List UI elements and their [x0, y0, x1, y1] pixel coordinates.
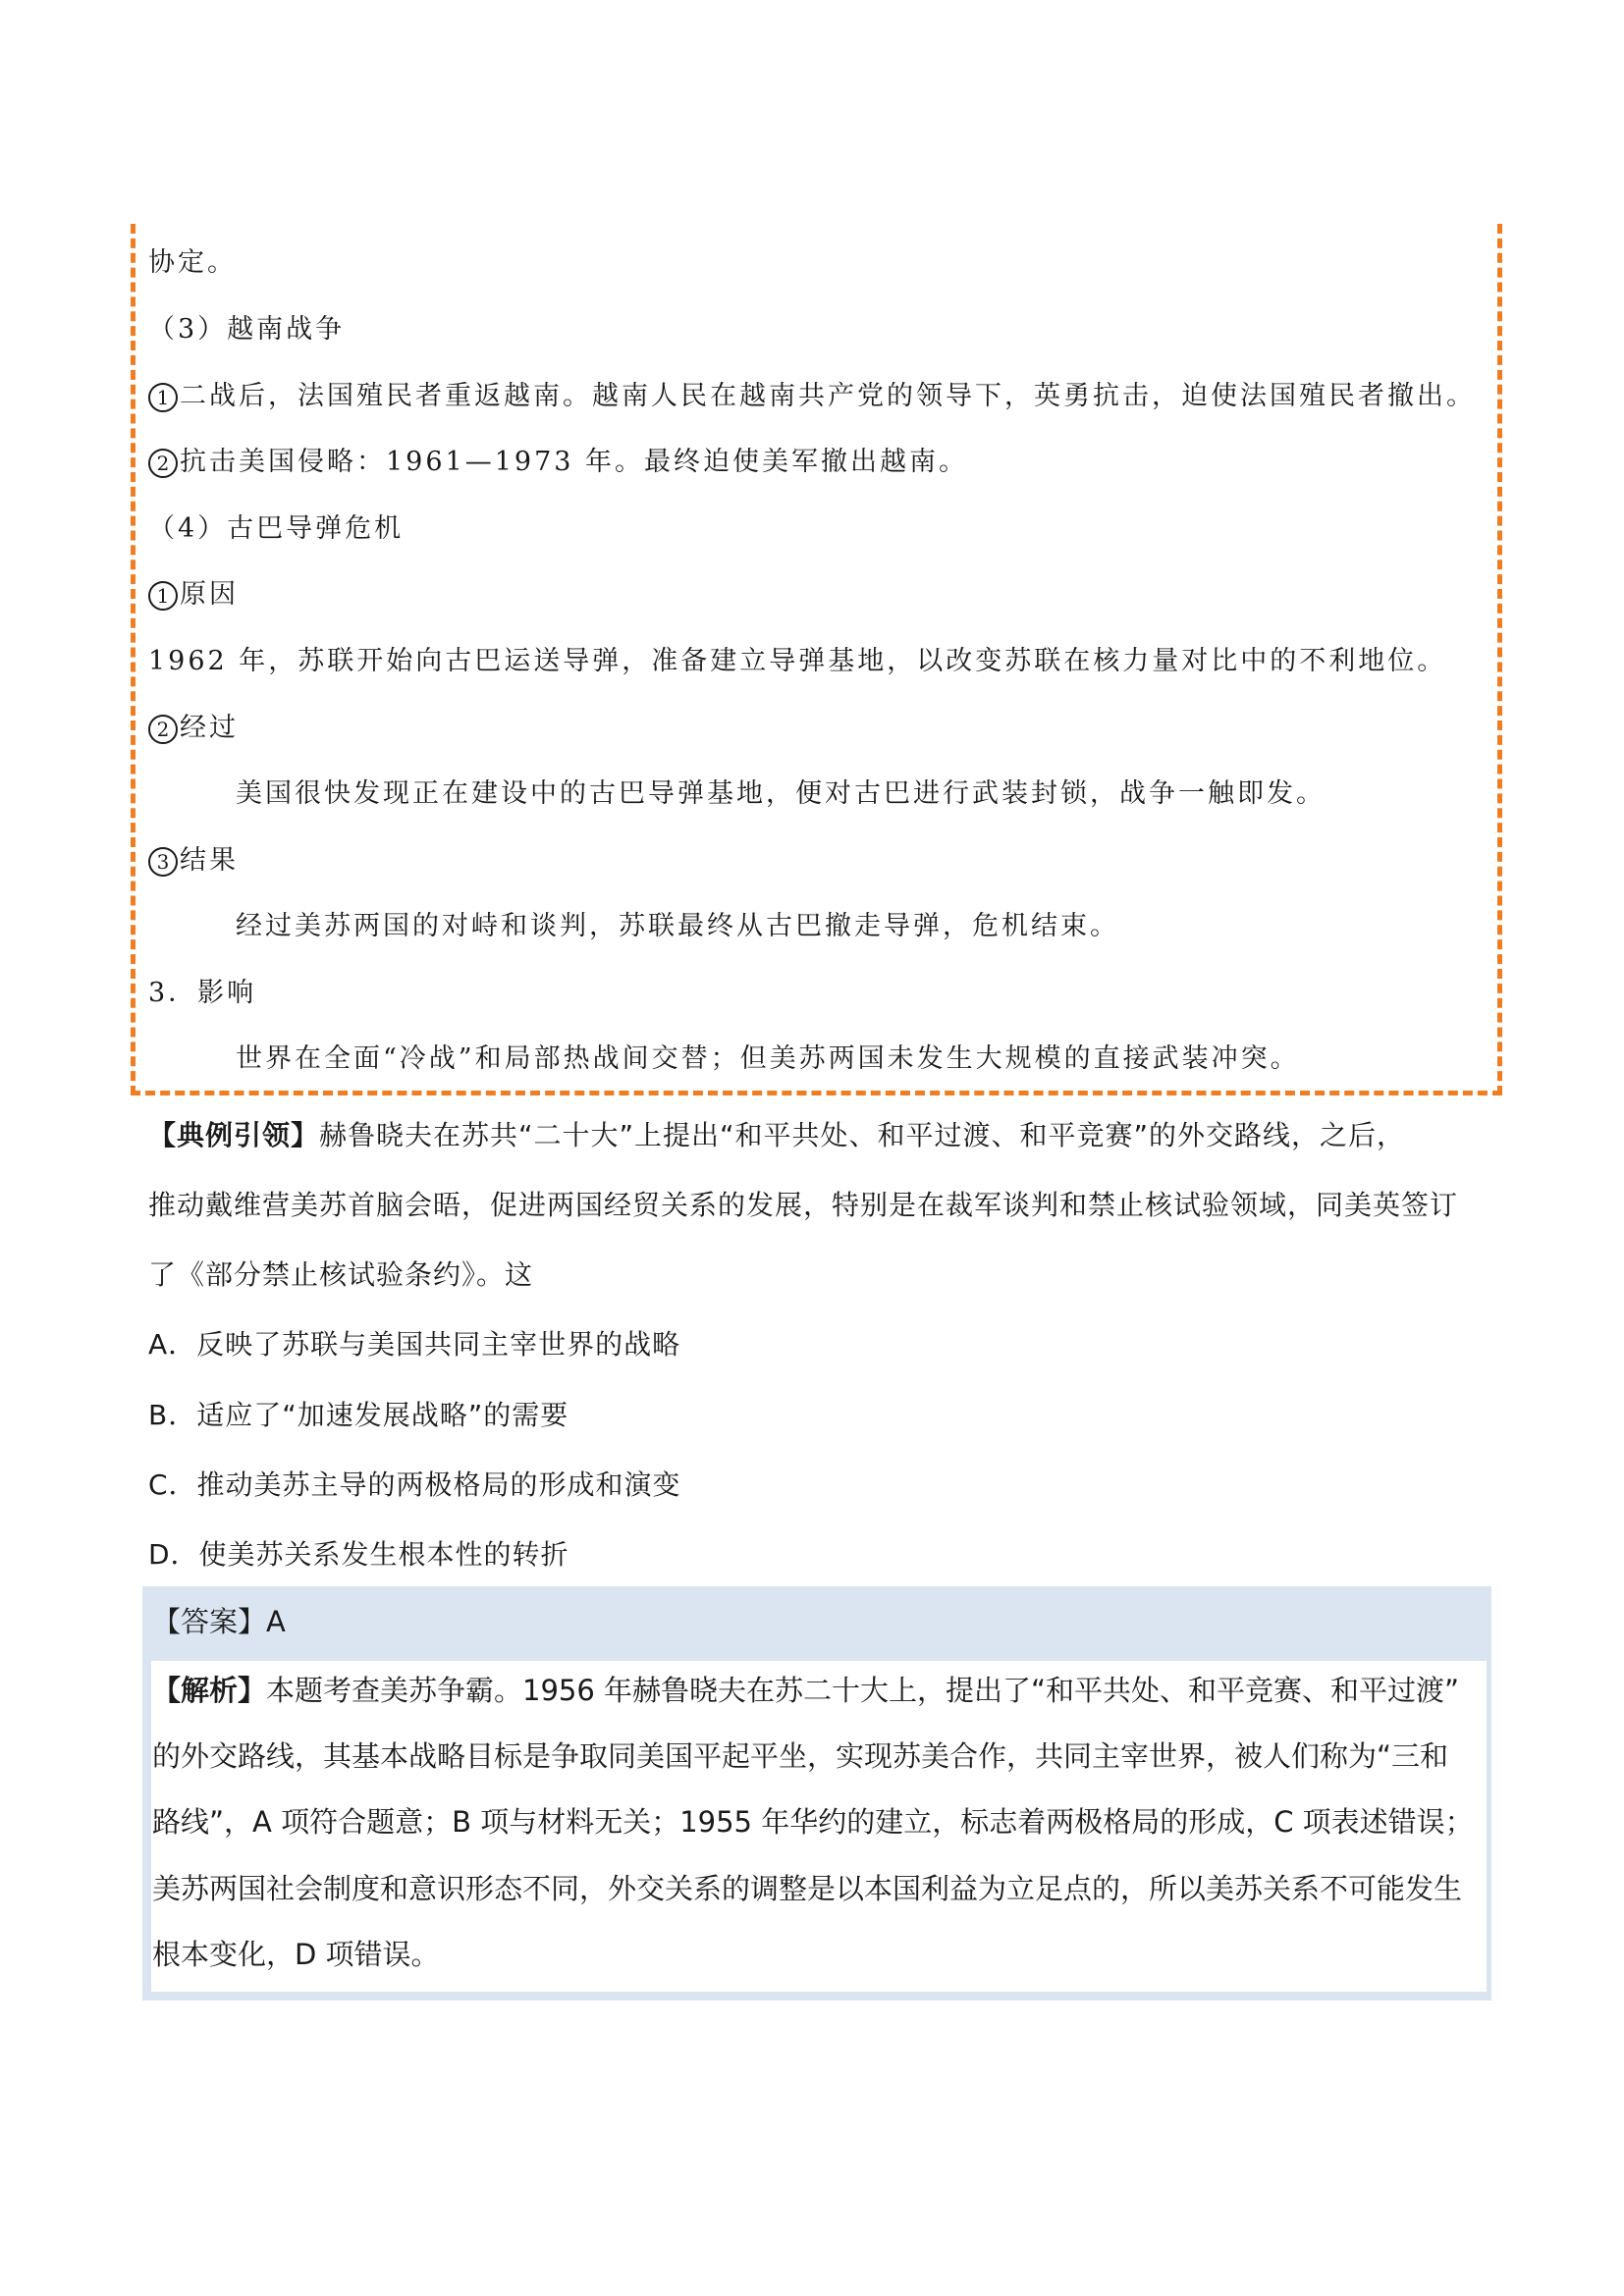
kp-item-vietnam-2	[148, 443, 968, 482]
kp-item-vietnam-1	[148, 377, 1476, 416]
kp-item-text: 二战后，法国殖民者重返越南。越南人民在越南共产党的领导下，英勇抗击，迫使法国殖民者撤出。	[180, 381, 1476, 411]
circled-number: 2	[148, 449, 178, 478]
option-b: B．适应了“加速发展战略”的需要	[148, 1399, 569, 1431]
option-d: D．使美苏关系发生根本性的转折	[148, 1538, 569, 1571]
analysis-line-3: 路线”，A 项符合题意；B 项与材料无关；1955 年华约的建立，标志着两极格局的形成，C 项表述错误；	[152, 1805, 1474, 1839]
kp-item-text: 经过	[180, 713, 239, 743]
circled-number: 1	[148, 383, 178, 412]
kp-heading-cuban-missile-crisis: （4）古巴导弹危机	[148, 513, 405, 544]
kp-heading-vietnam-war: （3）越南战争	[148, 314, 346, 345]
option-a: A．反映了苏联与美国共同主宰世界的战略	[148, 1328, 681, 1361]
option-c: C．推动美苏主导的两极格局的形成和演变	[148, 1468, 681, 1501]
analysis-line-5: 根本变化，D 项错误。	[152, 1938, 440, 1971]
circled-number: 1	[148, 581, 178, 611]
kp-item-text: 结果	[180, 845, 239, 876]
analysis-line-4: 美苏两国社会制度和意识形态不同，外交关系的调整是以本国利益为立足点的，所以美苏关系不可能发生	[152, 1872, 1463, 1905]
example-tag: 【典例引领】	[148, 1119, 320, 1151]
question-stem-text: 赫鲁晓夫在苏共“二十大”上提出“和平共处、和平过渡、和平竞赛”的外交路线，之后，	[319, 1119, 1406, 1151]
question-stem-line-2: 推动戴维营美苏首脑会晤，促进两国经贸关系的发展，特别是在裁军谈判和禁止核试验领域，同美英签订	[148, 1189, 1459, 1221]
question-stem-line-1	[148, 1116, 1405, 1155]
analysis-line-1	[152, 1671, 1459, 1710]
kp-item-process-heading	[148, 709, 239, 748]
kp-heading-influence: 3．影响	[148, 978, 257, 1008]
kp-cause-text: 1962 年，苏联开始向古巴运送导弹，准备建立导弹基地，以改变苏联在核力量对比中的不利地位。	[148, 646, 1447, 676]
analysis-text: 本题考查美苏争霸。1956 年赫鲁晓夫在苏二十大上，提出了“和平共处、和平竞赛、和平过渡”	[266, 1674, 1460, 1707]
kp-process-text: 美国很快发现正在建设中的古巴导弹基地，便对古巴进行武装封锁，战争一触即发。	[236, 778, 1326, 809]
kp-influence-text: 世界在全面“冷战”和局部热战间交替；但美苏两国未发生大规模的直接武装冲突。	[236, 1043, 1300, 1074]
question-stem-line-3: 了《部分禁止核试验条约》。这	[148, 1258, 534, 1291]
circled-number: 2	[148, 715, 178, 744]
kp-item-text: 抗击美国侵略：1961—1973 年。最终迫使美军撤出越南。	[180, 447, 969, 477]
analysis-line-2: 的外交路线，其基本战略目标是争取同美国平起平坐，实现苏美合作，共同主宰世界，被人们称为“三和	[152, 1739, 1449, 1773]
kp-result-text: 经过美苏两国的对峙和谈判，苏联最终从古巴撤走导弹，危机结束。	[236, 911, 1119, 941]
kp-item-result-heading	[148, 841, 239, 881]
answer-label: 【答案】A	[152, 1605, 286, 1638]
kp-line-agreement: 协定。	[148, 247, 237, 278]
circled-number: 3	[148, 847, 178, 877]
kp-item-text: 原因	[180, 579, 239, 610]
analysis-tag: 【解析】	[152, 1674, 267, 1707]
kp-item-cause-heading	[148, 575, 239, 614]
